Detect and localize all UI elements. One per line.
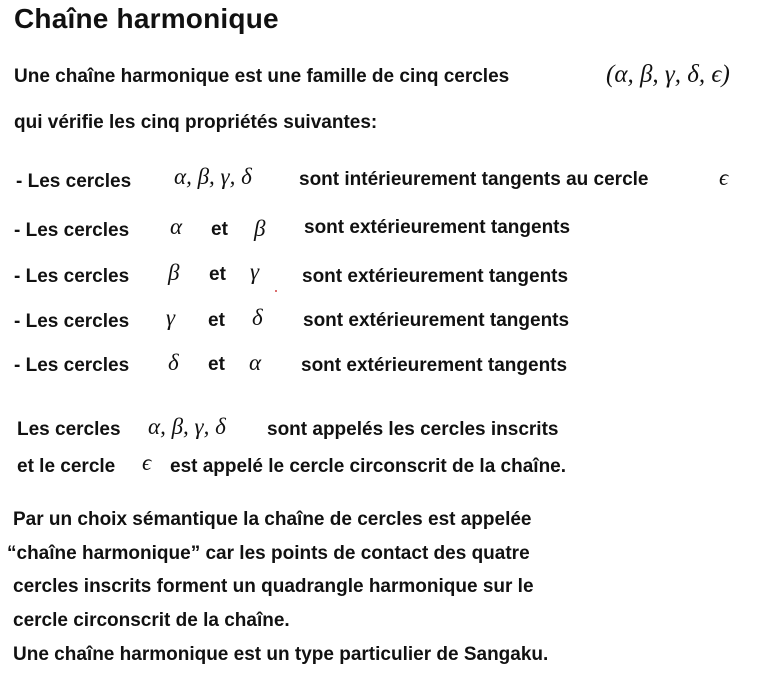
property-4-math-1: γ: [166, 305, 176, 330]
stray-dot: [275, 290, 277, 292]
paragraph-line-5: Une chaîne harmonique est un type particulier de Sangaku.: [13, 644, 549, 665]
property-5-suffix: sont extérieurement tangents: [301, 355, 568, 376]
naming-line-1-prefix: Les cercles: [17, 419, 121, 440]
naming-line-1-math: α, β, γ, δ: [148, 414, 226, 439]
property-5-math-2: α: [249, 350, 262, 375]
property-2-math-1: α: [170, 214, 183, 239]
paragraph-line-2: “chaîne harmonique” car les points de contact des quatre: [7, 543, 530, 564]
naming-line-2-prefix: et le cercle: [17, 456, 116, 477]
property-5-math-1: δ: [168, 350, 179, 375]
property-3-suffix: sont extérieurement tangents: [302, 266, 569, 287]
naming-line-2-suffix: est appelé le cercle circonscrit de la chaîne.: [170, 456, 567, 477]
property-1-suffix-math: ϵ: [719, 165, 729, 190]
naming-line-1-suffix: sont appelés les cercles inscrits: [267, 419, 559, 440]
property-3-math-2: γ: [250, 259, 260, 284]
property-1-suffix: sont intérieurement tangents au cercle: [299, 169, 649, 190]
intro-line-2: qui vérifie les cinq propriétés suivantes:: [14, 112, 378, 133]
property-1-prefix: - Les cercles: [16, 171, 132, 192]
naming-line-2-math: ϵ: [142, 450, 152, 475]
property-2-et: et: [211, 219, 228, 240]
intro-math-tuple: (α, β, γ, δ, ϵ): [606, 61, 730, 88]
property-3-et: et: [209, 264, 226, 285]
property-2-math-2: β: [254, 216, 266, 241]
intro-line-1: Une chaîne harmonique est une famille de cinq cercles: [14, 66, 510, 87]
property-4-suffix: sont extérieurement tangents: [303, 310, 570, 331]
property-4-prefix: - Les cercles: [14, 311, 130, 332]
property-5-prefix: - Les cercles: [14, 355, 130, 376]
property-3-math-1: β: [168, 260, 180, 285]
page-title: Chaîne harmonique: [14, 3, 279, 34]
property-1-math: α, β, γ, δ: [174, 164, 252, 189]
property-5-et: et: [208, 354, 225, 375]
property-2-prefix: - Les cercles: [14, 220, 130, 241]
property-4-math-2: δ: [252, 305, 263, 330]
paragraph-line-4: cercle circonscrit de la chaîne.: [13, 610, 290, 631]
property-3-prefix: - Les cercles: [14, 266, 130, 287]
property-2-suffix: sont extérieurement tangents: [304, 217, 571, 238]
property-4-et: et: [208, 310, 225, 331]
paragraph-line-3: cercles inscrits forment un quadrangle harmonique sur le: [13, 576, 534, 597]
paragraph-line-1: Par un choix sémantique la chaîne de cercles est appelée: [13, 509, 532, 530]
